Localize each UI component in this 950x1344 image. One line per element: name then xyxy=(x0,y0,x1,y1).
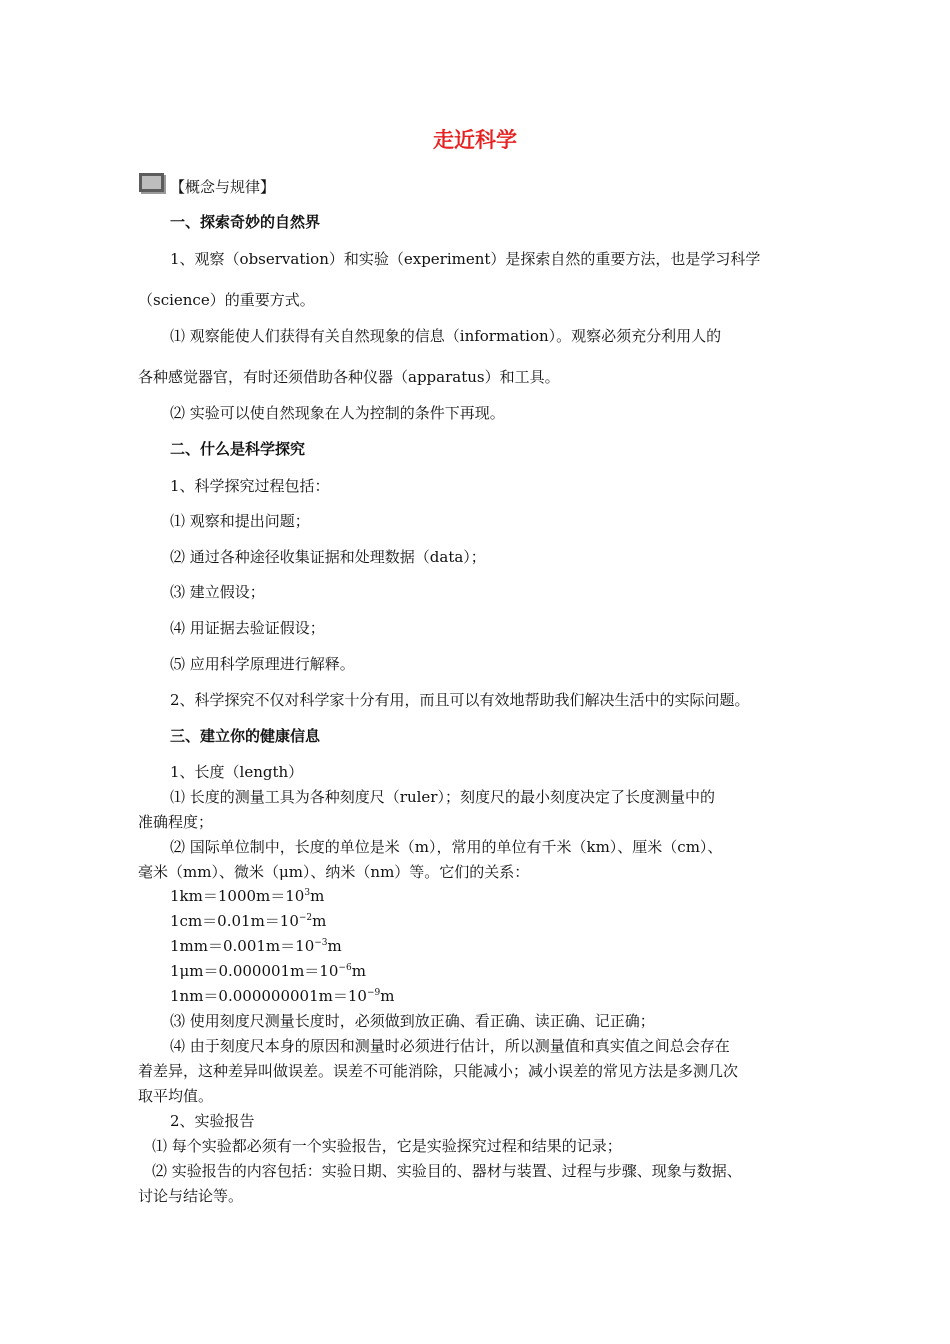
equation-line: $1\mu m=0.000001m=10^{-6}m$ xyxy=(170,962,366,980)
section-heading-3: 三、建立你的健康信息 xyxy=(170,727,321,745)
equation-line: $1nm=0.000000001m=10^{-9}m$ xyxy=(170,987,395,1005)
paragraph: 2、实验报告 xyxy=(170,1112,255,1130)
paragraph: （science）的重要方式。 xyxy=(138,291,315,309)
paragraph: ⑴ 每个实验都必须有一个实验报告，它是实验探究过程和结果的记录； xyxy=(152,1137,622,1155)
paragraph: 讨论与结论等。 xyxy=(138,1187,244,1205)
list-item: ⑴ 观察和提出问题； xyxy=(170,512,310,530)
paragraph: ⑷ 由于刻度尺本身的原因和测量时必须进行估计，所以测量值和真实值之间总会存在 xyxy=(170,1037,730,1055)
paragraph: ⑵ 实验报告的内容包括：实验日期、实验目的、器材与装置、过程与步骤、现象与数据、 xyxy=(152,1162,742,1180)
folder-icon xyxy=(138,172,168,196)
paragraph: 各种感觉器官，有时还须借助各种仪器（apparatus）和工具。 xyxy=(138,368,560,386)
equation-line: $1cm=0.01m=10^{-2}m$ xyxy=(170,912,327,930)
paragraph: 1、观察（observation）和实验（experiment）是探索自然的重要方法，也是学习科学 xyxy=(170,250,761,268)
equation-line: $1mm=0.001m=10^{-3}m$ xyxy=(170,937,342,955)
paragraph: 1、科学探究过程包括： xyxy=(170,477,330,495)
paragraph: 取平均值。 xyxy=(138,1087,214,1105)
page-title: 走近科学 xyxy=(433,128,517,152)
paragraph: 着差异，这种差异叫做误差。误差不可能消除，只能减小；减小误差的常见方法是多测几次 xyxy=(138,1062,739,1080)
paragraph: 1、长度（length） xyxy=(170,763,304,781)
list-item: ⑵ 通过各种途径收集证据和处理数据（data）； xyxy=(170,548,486,566)
section-heading-1: 一、探索奇妙的自然界 xyxy=(170,213,321,231)
paragraph: ⑶ 使用刻度尺测量长度时，必须做到放正确、看正确、读正确、记正确； xyxy=(170,1012,655,1030)
list-item: ⑶ 建立假设； xyxy=(170,583,265,601)
list-item: ⑷ 用证据去验证假设； xyxy=(170,619,325,637)
equation-line: $1km=1000m=10^3m$ xyxy=(170,887,325,905)
section-heading-2: 二、什么是科学探究 xyxy=(170,440,306,458)
list-item: ⑸ 应用科学原理进行解释。 xyxy=(170,655,355,673)
paragraph: 准确程度； xyxy=(138,813,214,831)
paragraph: ⑵ 国际单位制中，长度的单位是米（m），常用的单位有千米（km）、厘米（cm）、 xyxy=(170,838,723,856)
section-tag: 【概念与规律】 xyxy=(170,178,276,196)
paragraph: 毫米（mm）、微米（μm）、纳米（nm）等。它们的关系： xyxy=(138,863,530,881)
paragraph: 2、科学探究不仅对科学家十分有用，而且可以有效地帮助我们解决生活中的实际问题。 xyxy=(170,691,750,709)
paragraph: ⑴ 长度的测量工具为各种刻度尺（ruler）；刻度尺的最小刻度决定了长度测量中的 xyxy=(170,788,715,806)
paragraph: ⑵ 实验可以使自然现象在人为控制的条件下再现。 xyxy=(170,404,505,422)
paragraph: ⑴ 观察能使人们获得有关自然现象的信息（information）。观察必须充分利用人的 xyxy=(170,327,722,345)
